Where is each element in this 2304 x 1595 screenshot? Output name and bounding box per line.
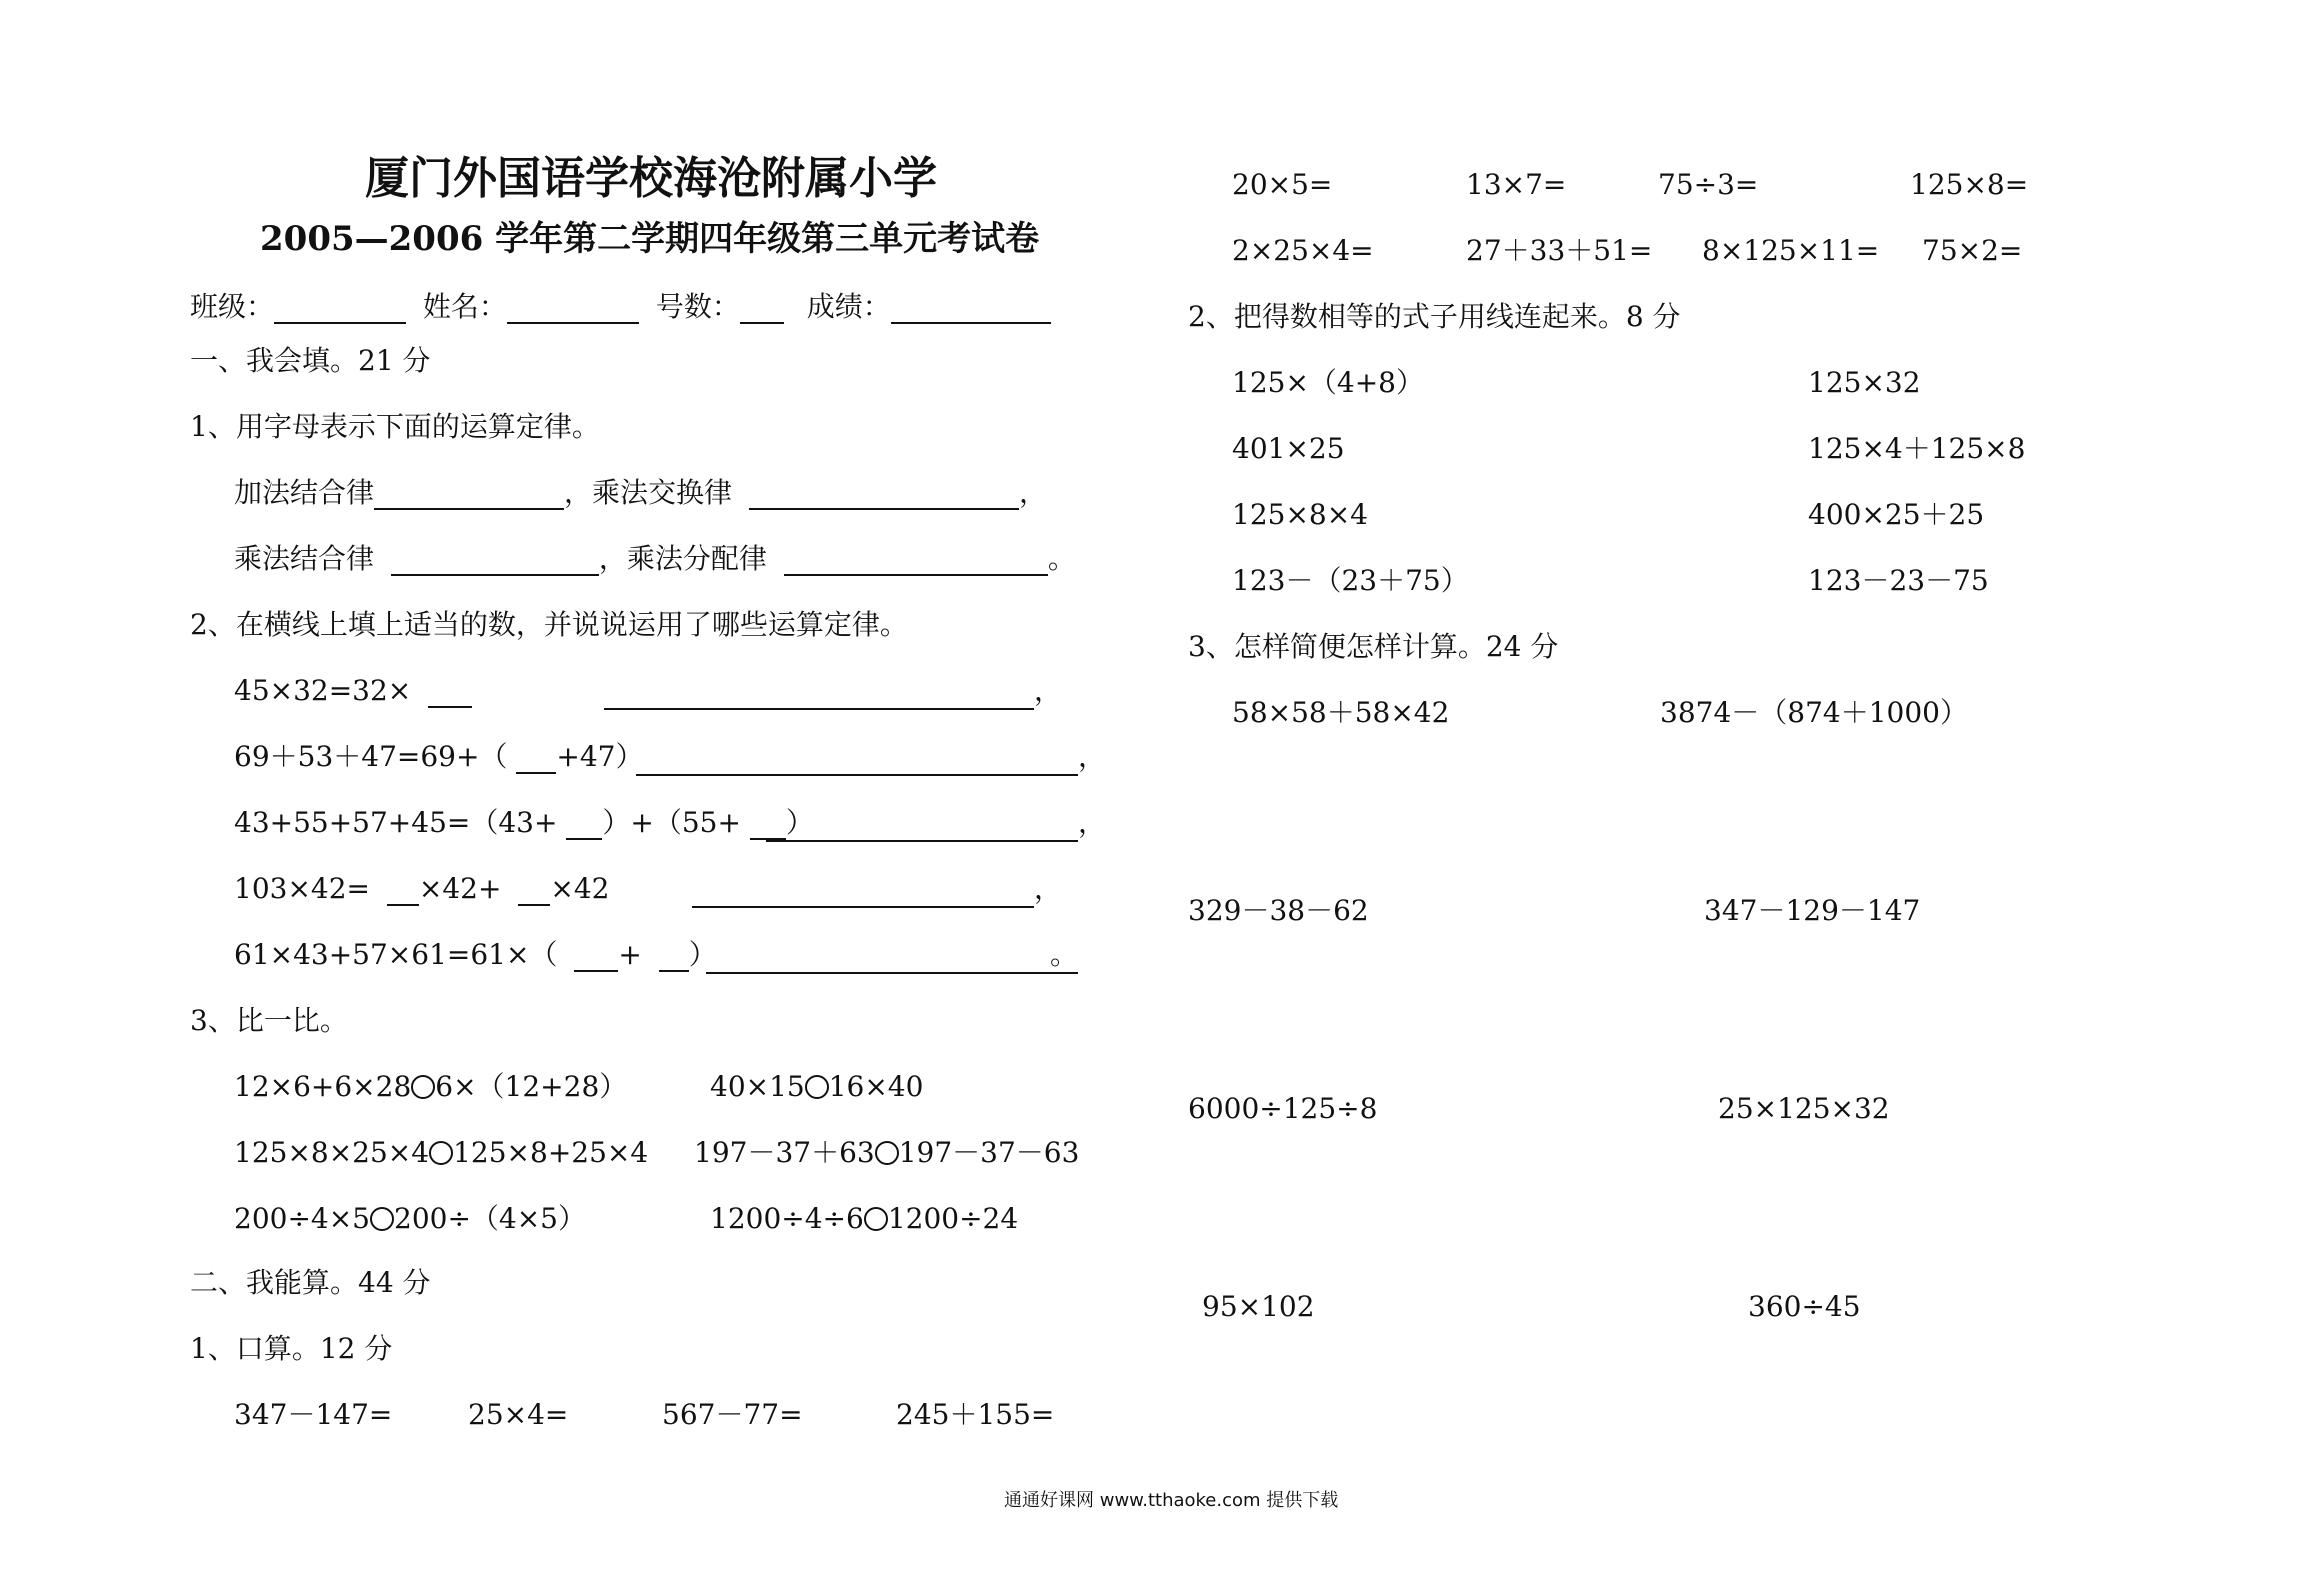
class-label: 班级：: [190, 290, 275, 323]
number-blank[interactable]: [740, 292, 784, 324]
s1-q1-label: 1、用字母表示下面的运算定律。: [190, 410, 600, 443]
calc-6: 25×125×32: [1718, 1092, 1890, 1125]
calc-7: 95×102: [1202, 1290, 1315, 1323]
cmp-r3b: 1200÷4÷6 1200÷24: [710, 1202, 1019, 1235]
blank[interactable]: [574, 940, 618, 972]
eq2b: +47）: [556, 740, 644, 773]
period: 。: [1047, 542, 1076, 575]
calc-4: 347－129－147: [1704, 894, 1921, 927]
score-label: 成绩：: [806, 290, 891, 323]
s1-q3-label: 3、比一比。: [190, 1004, 348, 1037]
compare-circle[interactable]: [875, 1141, 899, 1165]
eq1: 45×32=32×: [234, 674, 412, 707]
oral-3-2: 27＋33＋51=: [1466, 234, 1653, 267]
oral-3-4: 75×2=: [1922, 234, 2023, 267]
match-right-2[interactable]: 125×4＋125×8: [1808, 432, 2026, 465]
eq5c: ）: [688, 938, 717, 971]
comma: ，: [1018, 476, 1047, 509]
match-right-4[interactable]: 123－23－75: [1808, 564, 1989, 597]
oral-1-3: 567－77=: [662, 1398, 803, 1431]
number-label: 号数：: [655, 290, 740, 323]
match-right-1[interactable]: 125×32: [1808, 366, 1921, 399]
section2-heading: 二、我能算。44 分: [190, 1266, 431, 1299]
oral-3-1: 2×25×4=: [1232, 234, 1374, 267]
blank[interactable]: [387, 874, 419, 906]
comma: ，: [1034, 674, 1063, 707]
s2-q1-label: 1、口算。12 分: [190, 1332, 393, 1365]
blank[interactable]: [518, 874, 550, 906]
calc-2: 3874－（874＋1000）: [1660, 696, 1968, 729]
mul-assoc-label: 乘法结合律: [234, 542, 375, 575]
law-blank-3[interactable]: [766, 810, 1078, 842]
eq3b: ）+（55+: [602, 806, 741, 839]
cmp-r1a: 12×6+6×28 6×（12+28）: [234, 1070, 628, 1103]
s1-q2-l2: [234, 740, 643, 774]
mul-comm-label: ，乘法交换律: [564, 476, 733, 509]
calc-1: 58×58＋58×42: [1232, 696, 1450, 729]
s2-q3-label: 3、怎样简便怎样计算。24 分: [1188, 630, 1559, 663]
oral-1-2: 25×4=: [468, 1398, 569, 1431]
oral-2-3: 75÷3=: [1658, 168, 1759, 201]
s2-q2-label: 2、把得数相等的式子用线连起来。8 分: [1188, 300, 1681, 333]
footer-text: 通通好课网 www.tthaoke.com 提供下载: [1004, 1490, 1339, 1511]
cmp-r2b: 197－37＋63 197－37－63: [694, 1136, 1080, 1169]
match-left-2[interactable]: 401×25: [1232, 432, 1345, 465]
eq3a: 43+55+57+45=（43+: [234, 806, 558, 839]
blank[interactable]: [516, 742, 556, 774]
section1-heading: 一、我会填。21 分: [190, 344, 431, 377]
eq5b: +: [618, 938, 642, 971]
match-left-3[interactable]: 125×8×4: [1232, 498, 1368, 531]
s1-q2-l5: [234, 938, 717, 972]
oral-3-3: 8×125×11=: [1702, 234, 1880, 267]
s1-q2-l4: [234, 872, 609, 906]
calc-8: 360÷45: [1748, 1290, 1861, 1323]
comma: ，: [1078, 740, 1107, 773]
info-line: [190, 290, 1051, 324]
blank[interactable]: [566, 808, 602, 840]
s1-q1-row1: [234, 476, 1047, 510]
mul-dist-blank[interactable]: [784, 544, 1048, 576]
blank[interactable]: [659, 940, 689, 972]
comma: ，: [1078, 806, 1107, 839]
compare-circle[interactable]: [411, 1075, 435, 1099]
exam-title: 2005—2006 学年第二学期四年级第三单元考试卷: [260, 219, 1040, 259]
s1-q2-l1: [234, 674, 472, 708]
oral-1-1: 347－147=: [234, 1398, 393, 1431]
law-blank-1[interactable]: [604, 678, 1034, 710]
period: 。: [1050, 938, 1079, 971]
s1-q2-l3: [234, 806, 814, 840]
mul-dist-label: ，乘法分配律: [598, 542, 767, 575]
eq5a: 61×43+57×61=61×（: [234, 938, 558, 971]
match-left-1[interactable]: 125×（4+8）: [1232, 366, 1424, 399]
s1-q1-row2: [234, 542, 1076, 576]
eq4b: ×42+: [418, 872, 502, 905]
match-right-3[interactable]: 400×25＋25: [1808, 498, 1985, 531]
cmp-r2a: 125×8×25×4 125×8+25×4: [234, 1136, 649, 1169]
comma: ，: [1034, 872, 1063, 905]
mul-assoc-blank[interactable]: [391, 544, 599, 576]
name-blank[interactable]: [507, 292, 639, 324]
match-left-4[interactable]: 123－（23＋75）: [1232, 564, 1469, 597]
cmp-r3a: 200÷4×5 200÷（4×5）: [234, 1202, 586, 1235]
calc-5: 6000÷125÷8: [1188, 1092, 1378, 1125]
law-blank-5[interactable]: [706, 942, 1078, 974]
eq4a: 103×42=: [234, 872, 370, 905]
class-blank[interactable]: [274, 292, 406, 324]
name-label: 姓名：: [422, 290, 507, 323]
s1-q2-label: 2、在横线上填上适当的数，并说说运用了哪些运算定律。: [190, 608, 908, 641]
eq2a: 69＋53＋47=69+（: [234, 740, 508, 773]
add-assoc-label: 加法结合律: [234, 476, 375, 509]
oral-2-1: 20×5=: [1232, 168, 1333, 201]
school-title: 厦门外国语学校海沧附属小学: [365, 153, 937, 204]
law-blank-4[interactable]: [692, 876, 1034, 908]
compare-circle[interactable]: [864, 1207, 888, 1231]
score-blank[interactable]: [891, 292, 1051, 324]
law-blank-2[interactable]: [636, 744, 1078, 776]
compare-circle[interactable]: [370, 1207, 394, 1231]
eq3c: ）: [785, 806, 814, 839]
oral-2-4: 125×8=: [1910, 168, 2029, 201]
eq4c: ×42: [550, 872, 610, 905]
cmp-r1b: 40×15 16×40: [710, 1070, 924, 1103]
mul-comm-blank[interactable]: [749, 478, 1019, 510]
compare-circle[interactable]: [805, 1075, 829, 1099]
oral-1-4: 245＋155=: [896, 1398, 1055, 1431]
blank[interactable]: [428, 676, 472, 708]
oral-2-2: 13×7=: [1466, 168, 1567, 201]
calc-3: 329－38－62: [1188, 894, 1369, 927]
compare-circle[interactable]: [429, 1141, 453, 1165]
add-assoc-blank[interactable]: [374, 478, 564, 510]
